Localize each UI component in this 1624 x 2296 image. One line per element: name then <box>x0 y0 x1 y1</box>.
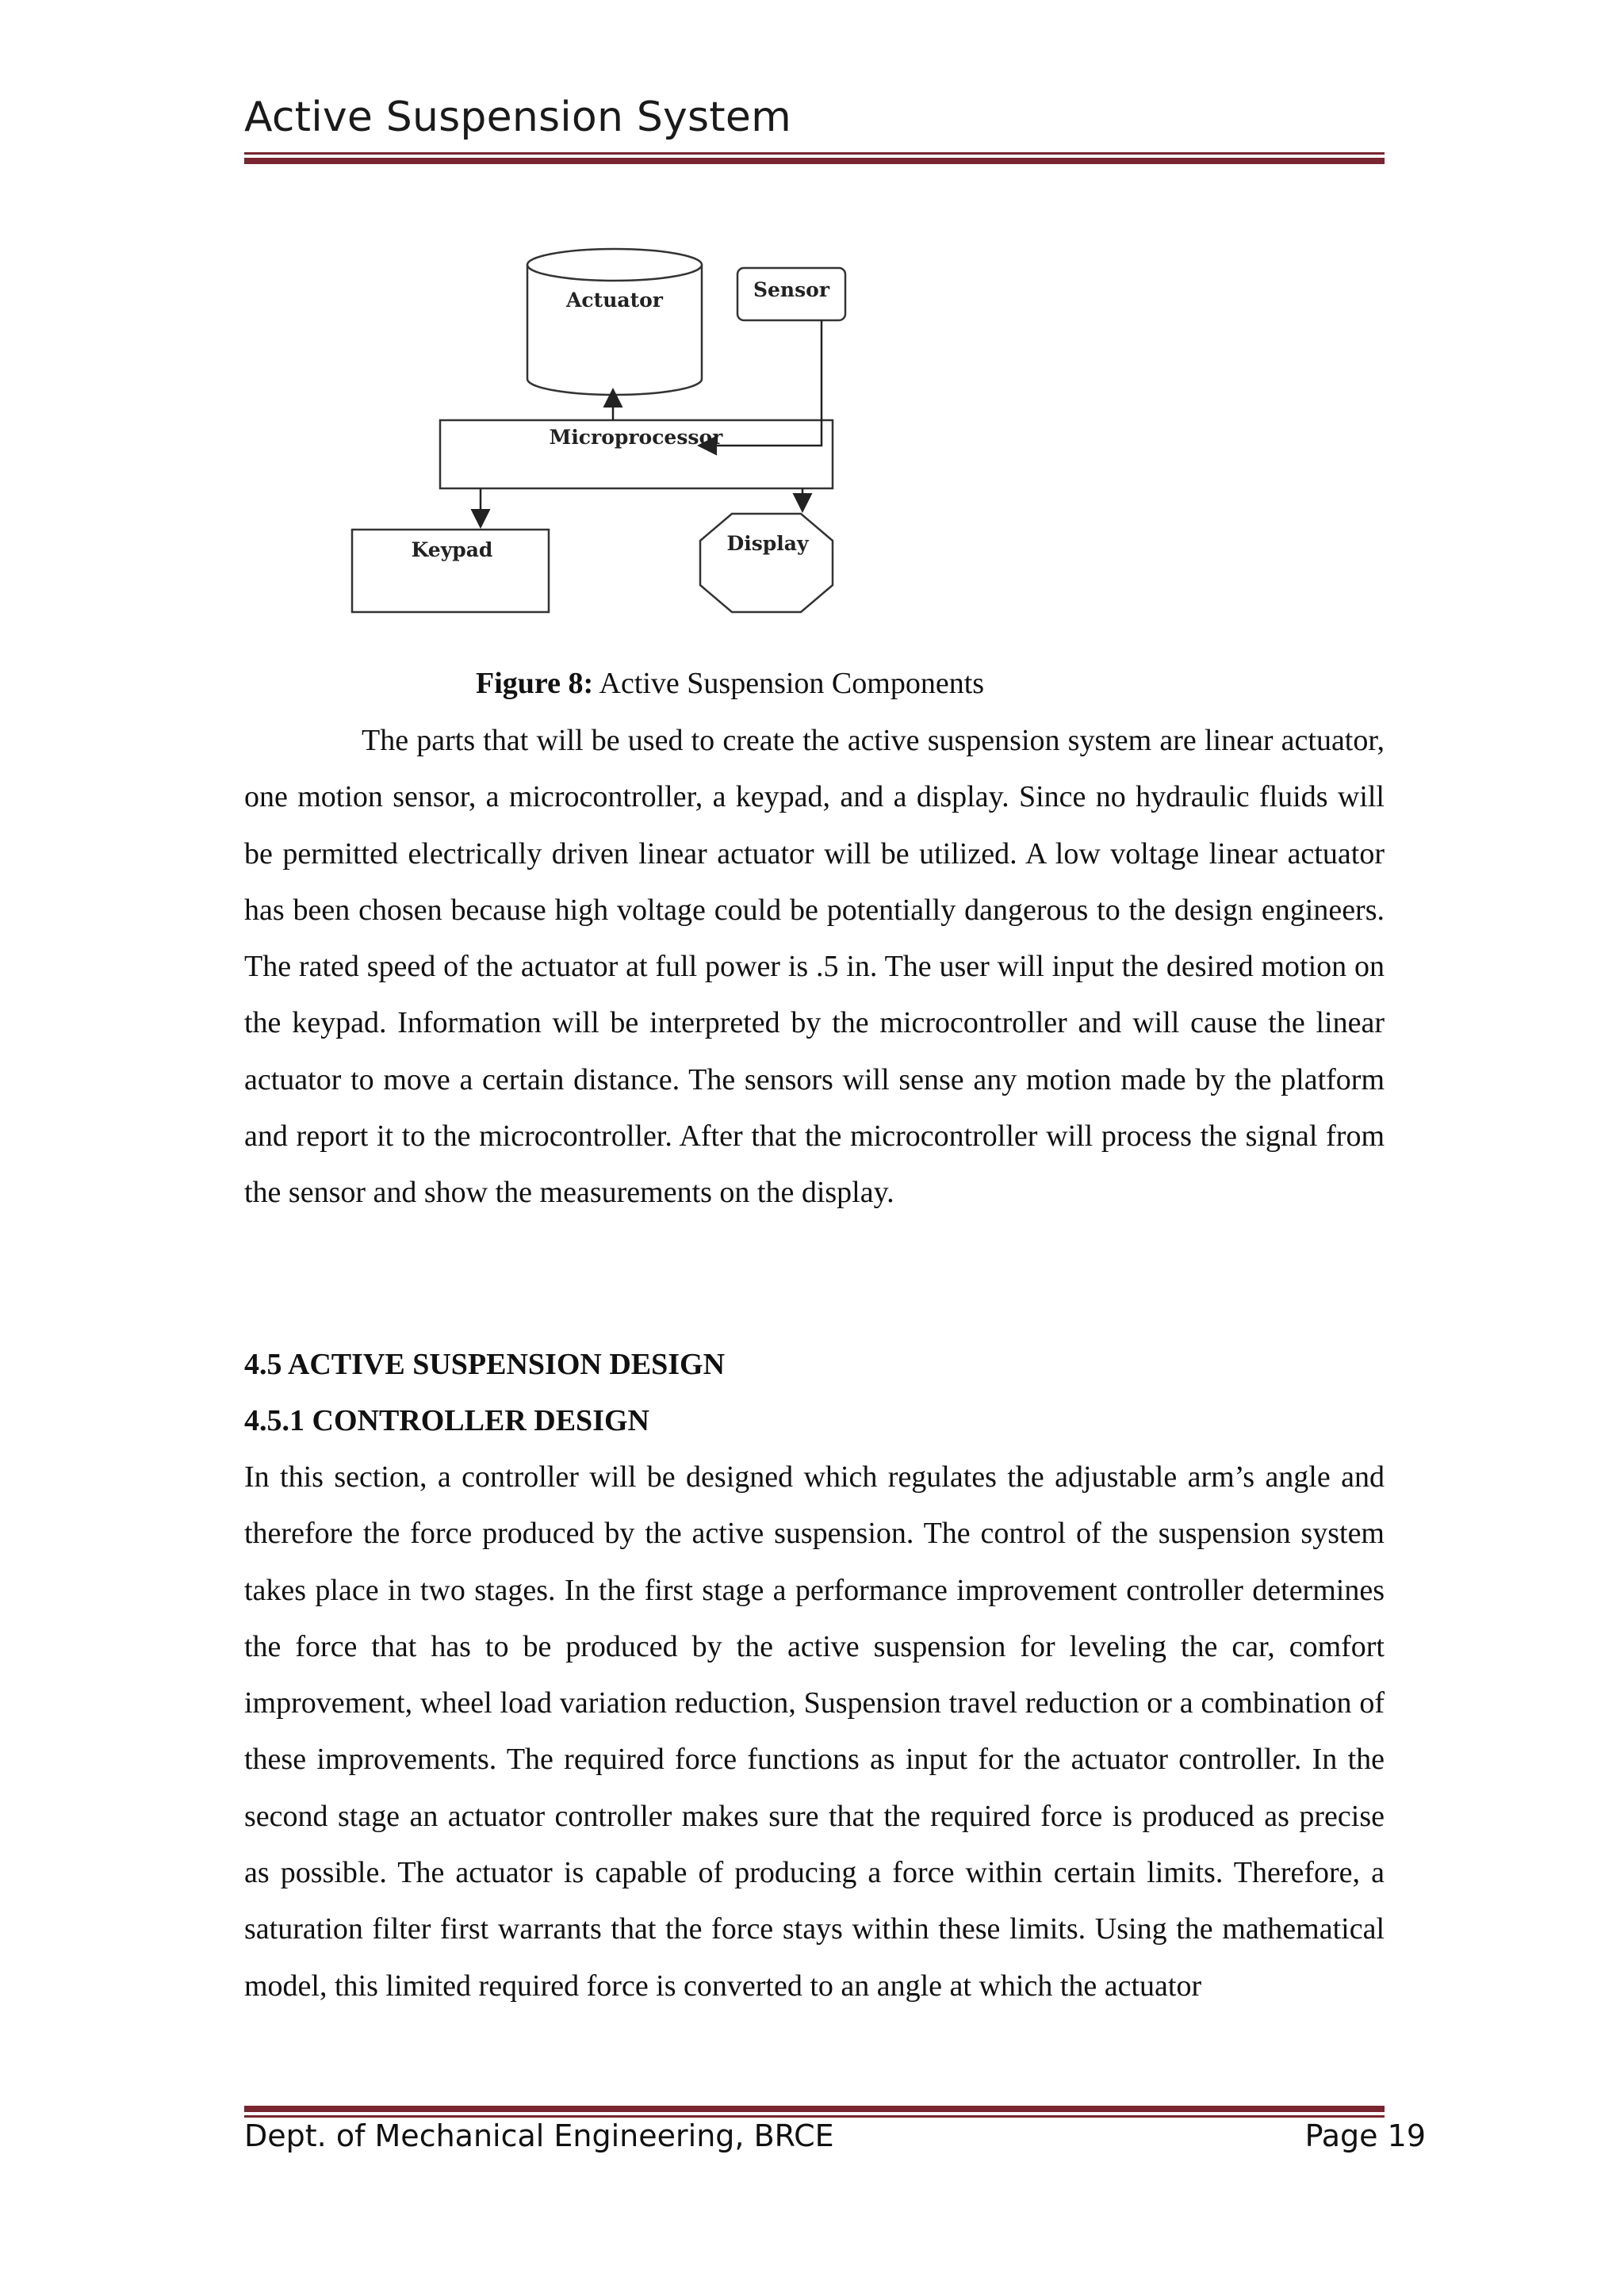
microprocessor-label: Microprocessor <box>549 426 723 449</box>
footer-department: Dept. of Mechanical Engineering, BRCE <box>244 2118 834 2153</box>
paragraph-controller-design: In this section, a controller will be designed which regulates the adjustable arm’s angle and therefore the force produced by the active suspension. The control of the suspension system takes place in two stages. In the first stage a performance improvement controller determines the force that has to be produced by the active suspension for leveling the car, comfort improvement, wheel load variation reduction, Suspension travel reduction or a combination of these improvements. The required force functions as input for the actuator controller. In the second stage an actuator controller makes sure that the required force is produced as precise as possible. The actuator is capable of producing a force within certain limits. Therefore, a saturation filter first warrants that the force stays within these limits. Using the mathematical model, this limited required force is converted to an angle at which the actuator <box>244 1460 1385 2003</box>
figure-caption-text: Active Suspension Components <box>593 667 985 700</box>
section-heading-controller-design: 4.5.1 CONTROLLER DESIGN <box>244 1404 649 1437</box>
microprocessor-node <box>440 420 833 488</box>
keypad-label: Keypad <box>411 538 493 561</box>
figure-caption-label: Figure 8: <box>476 667 594 700</box>
display-label: Display <box>726 532 809 555</box>
display-node <box>700 514 833 612</box>
keypad-node <box>352 530 549 612</box>
actuator-label: Actuator <box>566 289 663 312</box>
footer-divider <box>244 2106 1385 2118</box>
component-diagram <box>341 246 936 626</box>
paragraph-components: The parts that will be used to create the active suspension system are linear actuator, one motion sensor, a microcontroller, a keypad, and a display. Since no hydraulic fluids will be permitted electrically driven linear actuator will be utilized. A low voltage linear actuator has been chosen because high voltage could be potentially dangerous to the design engineers. The rated speed of the actuator at full power is .5 in. The user will input the desired motion on the keypad. Information will be interpreted by the microcontroller and will cause the linear actuator to move a certain distance. The sensors will sense any motion made by the platform and report it to the microcontroller. After that the microcontroller will process the signal from the sensor and show the measurements on the display. <box>244 724 1385 1210</box>
section-heading-active-suspension-design: 4.5 ACTIVE SUSPENSION DESIGN <box>244 1348 726 1381</box>
footer-page-number: Page 19 <box>1304 2118 1426 2153</box>
actuator-node <box>527 249 702 395</box>
figure-caption <box>476 666 984 701</box>
sensor-label: Sensor <box>753 278 830 301</box>
sensor-node <box>737 268 845 320</box>
header-divider <box>244 152 1385 164</box>
page-header-title: Active Suspension System <box>244 94 791 141</box>
